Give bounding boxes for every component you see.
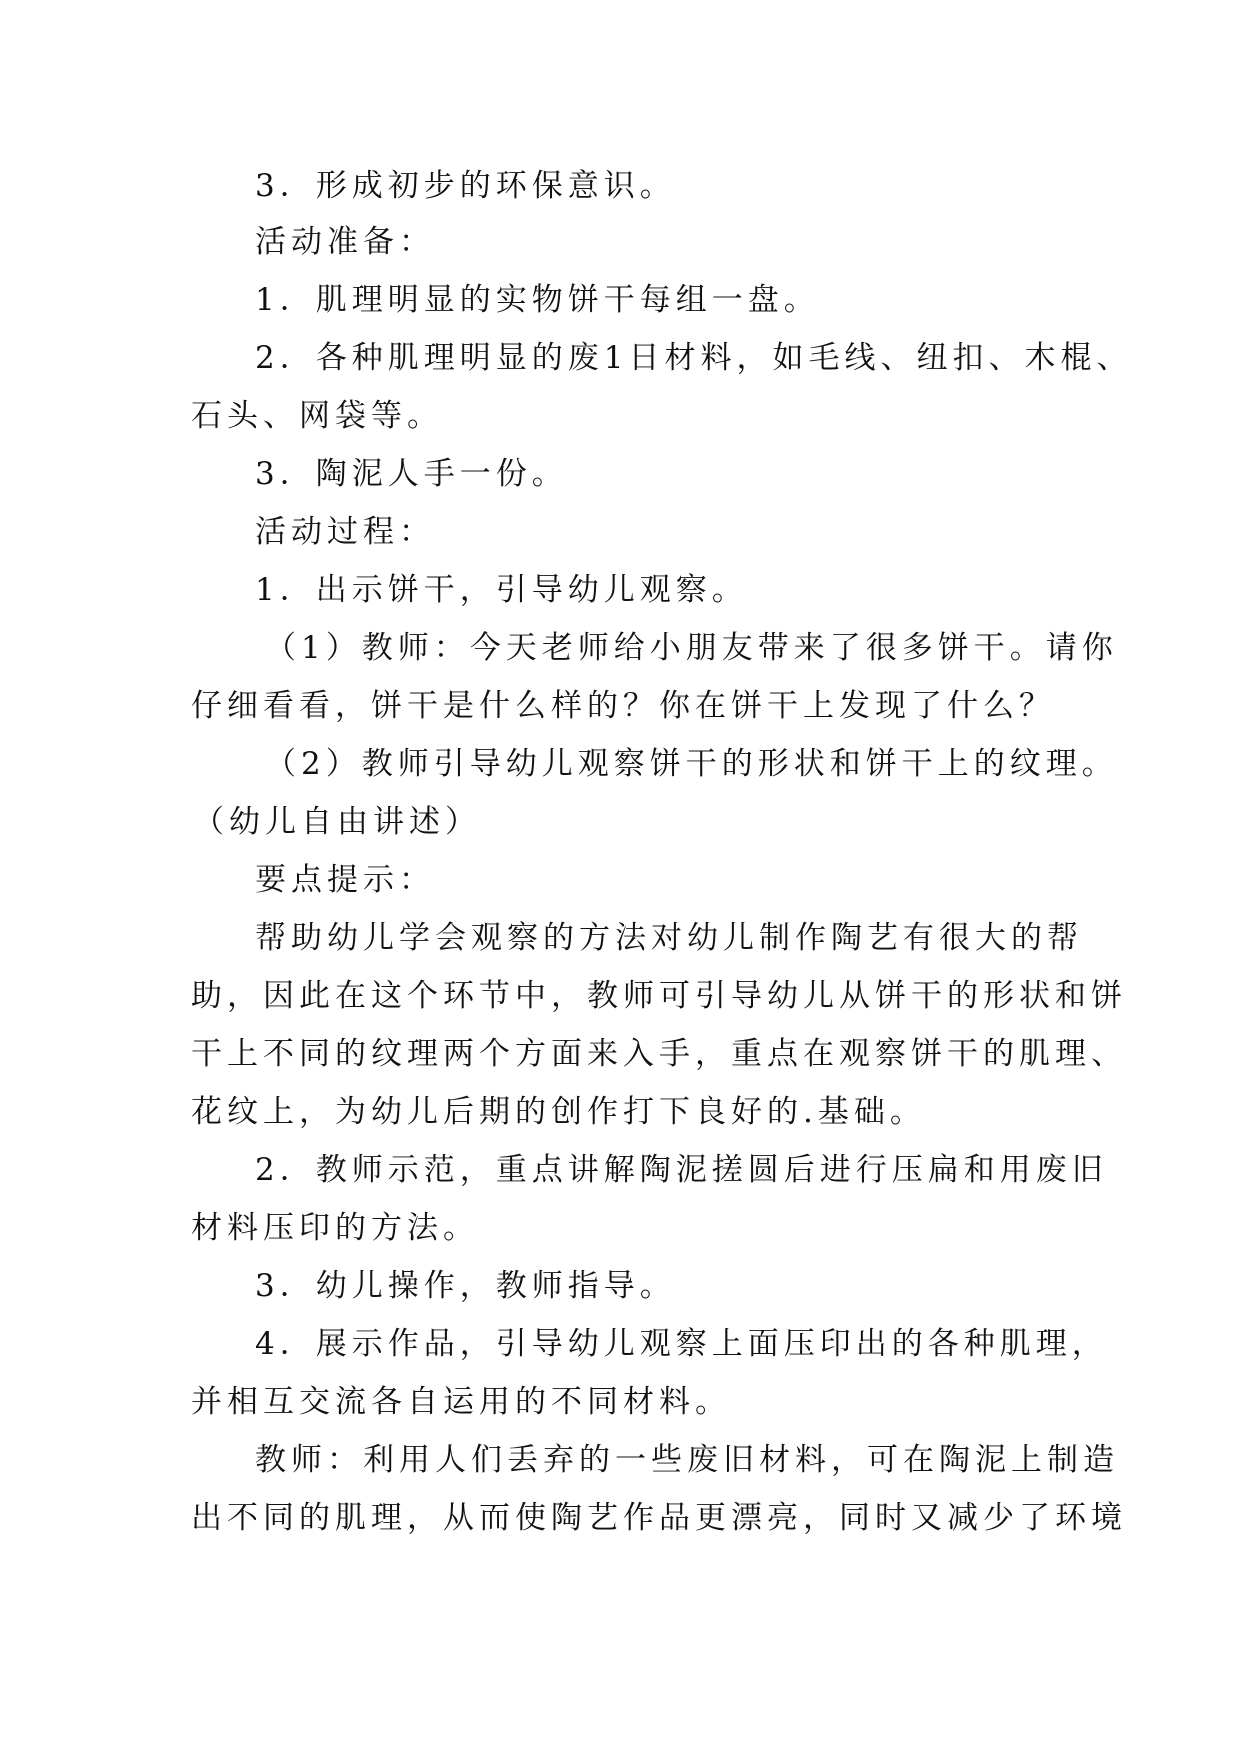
paragraph-line: 2．教师示范，重点讲解陶泥搓圆后进行压扁和用废旧	[255, 1152, 1108, 1188]
paragraph-line: （幼儿自由讲述）	[193, 804, 481, 840]
paragraph-line: 1．肌理明显的实物饼干每组一盘。	[255, 282, 820, 318]
paragraph-line: 花纹上，为幼儿后期的创作打下良好的.基础。	[191, 1094, 926, 1130]
paragraph-line: 并相互交流各自运用的不同材料。	[191, 1384, 731, 1420]
paragraph-line: 干上不同的纹理两个方面来入手，重点在观察饼干的肌理、	[191, 1036, 1127, 1072]
paragraph-line: （2）教师引导幼儿观察饼干的形状和饼干上的纹理。	[265, 746, 1118, 782]
paragraph-line: 石头、网袋等。	[191, 398, 443, 434]
paragraph-line: 帮助幼儿学会观察的方法对幼儿制作陶艺有很大的帮	[255, 920, 1083, 956]
paragraph-line: 1．出示饼干，引导幼儿观察。	[255, 572, 748, 608]
section-heading: 活动准备：	[255, 224, 435, 260]
paragraph-line: 仔细看看，饼干是什么样的？你在饼干上发现了什么？	[191, 688, 1055, 724]
section-heading: 活动过程：	[255, 514, 435, 550]
paragraph-line: （1）教师：今天老师给小朋友带来了很多饼干。请你	[265, 630, 1118, 666]
paragraph-line: 材料压印的方法。	[191, 1210, 479, 1246]
paragraph-line: 出不同的肌理，从而使陶艺作品更漂亮，同时又减少了环境	[191, 1500, 1127, 1536]
paragraph-line: 3．陶泥人手一份。	[255, 456, 568, 492]
paragraph-line: 3．形成初步的环保意识。	[255, 168, 676, 204]
paragraph-line: 4．展示作品，引导幼儿观察上面压印出的各种肌理，	[255, 1326, 1108, 1362]
section-heading: 要点提示：	[255, 862, 435, 898]
paragraph-line: 教师：利用人们丢弃的一些废旧材料，可在陶泥上制造	[255, 1442, 1119, 1478]
paragraph-line: 助，因此在这个环节中，教师可引导幼儿从饼干的形状和饼	[191, 978, 1127, 1014]
paragraph-line: 2．各种肌理明显的废1日材料，如毛线、纽扣、木棍、	[255, 340, 1133, 376]
paragraph-line: 3．幼儿操作，教师指导。	[255, 1268, 676, 1304]
